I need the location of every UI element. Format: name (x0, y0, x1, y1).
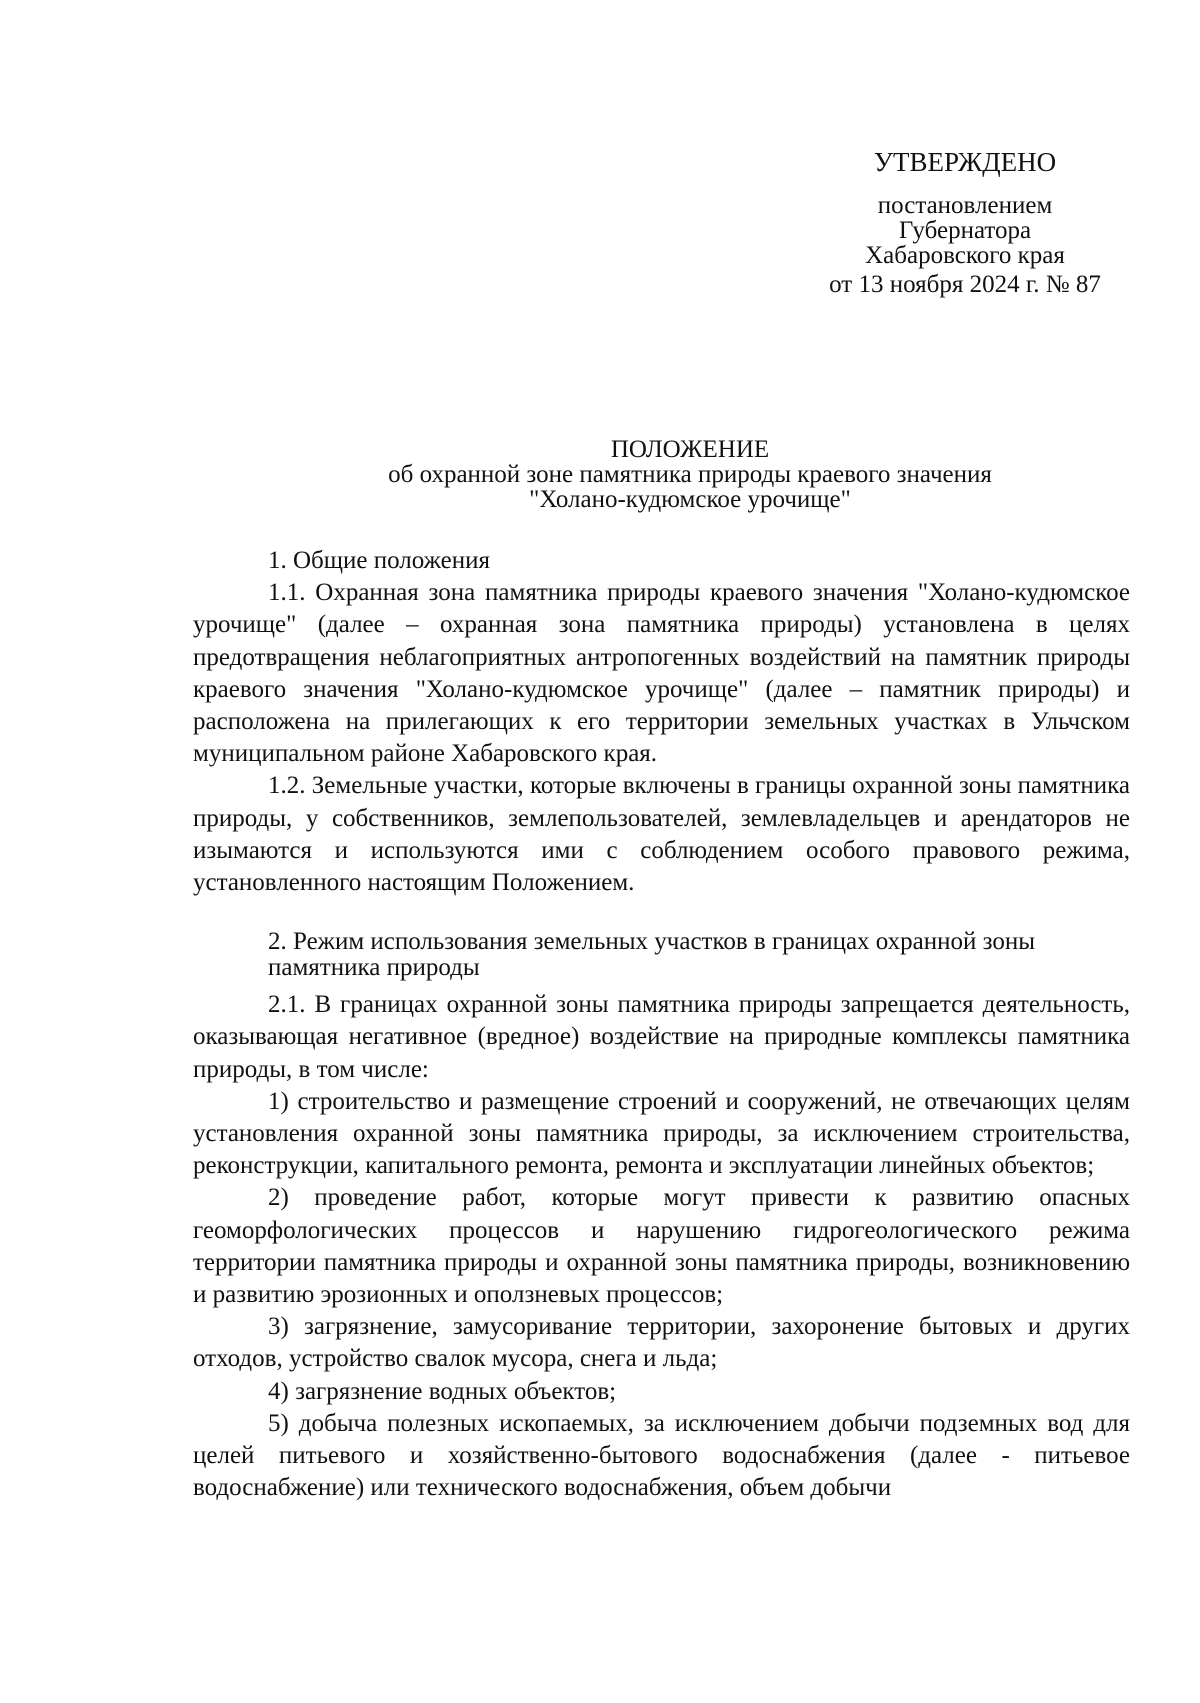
document-title-block (190, 437, 1190, 512)
approval-line-3: Хабаровского края (865, 242, 1065, 269)
document-subtitle-line-2: "Холано-кудюмское урочище" (529, 486, 851, 513)
list-item-4: 4) загрязнение водных объектов; (268, 1377, 617, 1405)
approval-title: УТВЕРЖДЕНО (873, 147, 1057, 177)
paragraph-1-2: 1.2. Земельные участки, которые включены в границы охранной зоны памятника природы, у собственников, землепользователей, землевладельцев и арендаторов не изымаются и используются ими с соблюдением особого правового режима, установленного настоящим Положением. (193, 772, 1130, 897)
approval-line-2: Губернатора (898, 217, 1032, 244)
section-2-heading-line-1: 2. Режим использования земельных участков в границах охранной зоны (268, 928, 1036, 956)
paragraph-2-1: 2.1. В границах охранной зоны памятника природы запрещается деятельность, оказывающая негативное (вредное) воздействие на природные комплексы памятника природы, в том числе: (193, 991, 1130, 1083)
section-1-heading: 1. Общие положения (268, 547, 490, 574)
paragraph-1-1: 1.1. Охранная зона памятника природы краевого значения "Холано-кудюмское урочище" (далее – охранная зона памятника природы) установлена в целях предотвращения неблагоприятных антропогенных воздействий на памятник природы краевого значения "Холано-кудюмское урочище" (далее – памятник природы) и расположена на прилегающих к его территории земельных участках в Ульчском муниципальном районе Хабаровского края. (193, 579, 1130, 768)
document-title: ПОЛОЖЕНИЕ (610, 436, 770, 463)
section-2-heading (193, 929, 1130, 981)
approval-date: от 13 ноября 2024 г. № 87 (829, 271, 1101, 298)
approval-stamp (800, 147, 1130, 298)
list-item-2: 2) проведение работ, которые могут привести к развитию опасных геоморфологических процессов и нарушению гидрогеологического режима территории памятника природы и охранной зоны памятника природы, возникновению и развитию эрозионных и оползневых процессов; (193, 1184, 1130, 1309)
section-2-heading-line-2: памятника природы (268, 954, 480, 982)
list-item-1: 1) строительство и размещение строений и сооружений, не отвечающих целям установления охранной зоны памятника природы, за исключением строительства, реконструкции, капитального ремонта, ремонта и эксплуатации линейных объектов; (193, 1087, 1130, 1180)
list-item-3: 3) загрязнение, замусоривание территории, захоронение бытовых и других отходов, устройство свалок мусора, снега и льда; (193, 1313, 1130, 1373)
list-item-5: 5) добыча полезных ископаемых, за исключением добычи подземных вод для целей питьевого и хозяйственно-бытового водоснабжения (далее - питьевое водоснабжение) или технического водоснабжения, объем добычи (193, 1409, 1130, 1502)
document-body (193, 545, 1130, 1504)
document-subtitle-line-1: об охранной зоне памятника природы краевого значения (388, 461, 992, 488)
approval-line-1: постановлением (877, 192, 1053, 219)
